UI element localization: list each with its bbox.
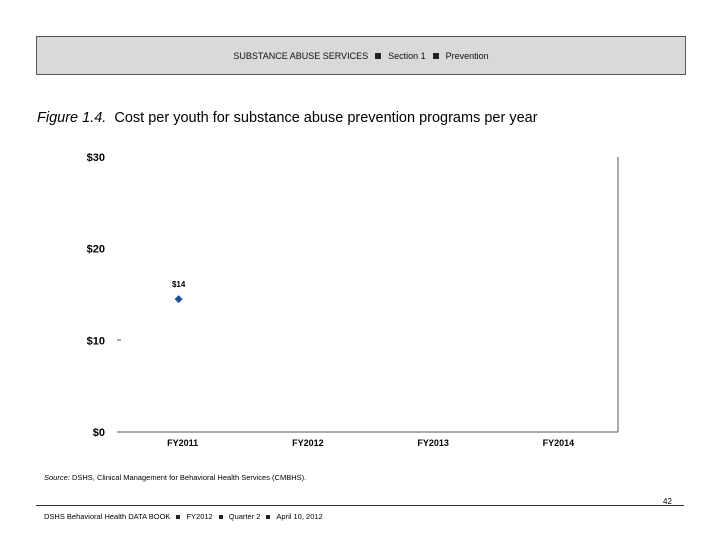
- footer-book: DSHS Behavioral Health DATA BOOK: [44, 512, 171, 521]
- y-tick-label: $0: [92, 427, 105, 439]
- x-tick-label: FY2014: [542, 438, 575, 448]
- footer-quarter: Quarter 2: [228, 512, 261, 521]
- figure-caption: Cost per youth for substance abuse prevention programs per year: [114, 110, 538, 126]
- page-number: 42: [663, 497, 672, 506]
- header-topic: Prevention: [445, 50, 489, 61]
- source-text: DSHS, Clinical Management for Behavioral Health Services (CMBHS).: [71, 473, 307, 482]
- y-tick-label: $20: [86, 243, 105, 256]
- figure-label: Figure 1.4.: [37, 110, 107, 126]
- header-title: SUBSTANCE ABUSE SERVICES: [233, 50, 369, 61]
- x-tick-label: FY2012: [292, 438, 324, 448]
- footer-fiscal-year: FY2012: [186, 512, 213, 521]
- source-label: Source:: [44, 473, 70, 482]
- data-point: [175, 295, 183, 303]
- x-tick-label: FY2013: [417, 438, 449, 448]
- footer-separator: [176, 515, 180, 519]
- data-label: $14: [171, 280, 186, 290]
- footer-rule: [36, 505, 684, 506]
- y-tick-label: $30: [86, 152, 105, 164]
- footer-date: April 10, 2012: [276, 512, 323, 521]
- x-tick-label: FY2011: [167, 438, 199, 448]
- footer-separator: [266, 515, 270, 519]
- footer: [44, 512, 323, 521]
- footer-separator: [219, 515, 223, 519]
- y-tick-label: $10: [86, 335, 105, 348]
- header-section: Section 1: [388, 50, 426, 61]
- source-note: [44, 473, 306, 482]
